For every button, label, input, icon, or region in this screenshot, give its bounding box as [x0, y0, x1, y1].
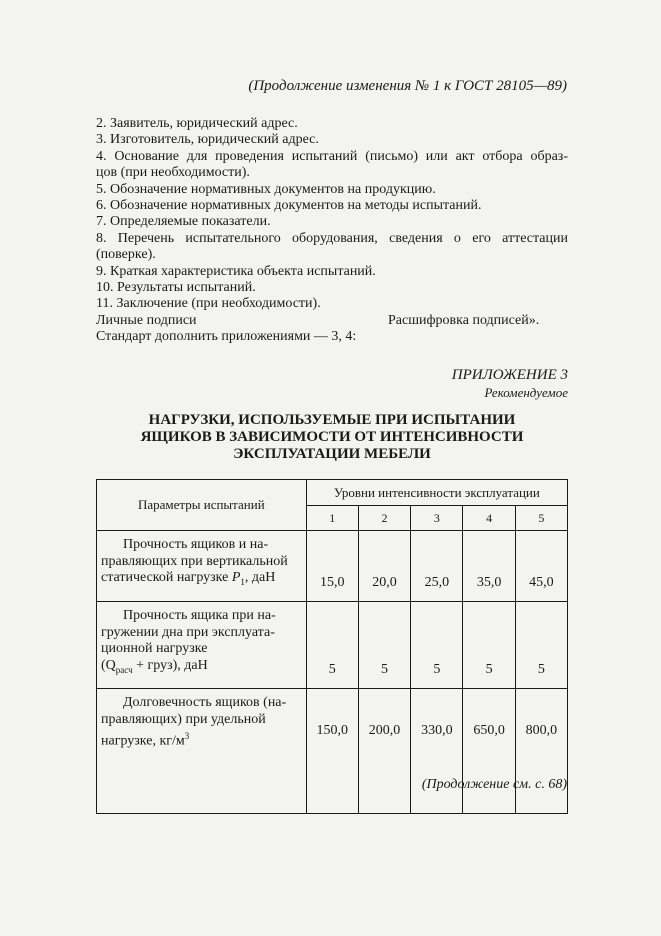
table-cell: 5	[411, 602, 463, 689]
list-item: цов (при необходимости).	[96, 165, 250, 181]
levels-header: Уровни интенсивности эксплуатации	[306, 480, 567, 506]
table-cell: 5	[515, 602, 567, 689]
continuation-header: (Продолжение изменения № 1 к ГОСТ 28105—89)	[248, 78, 567, 94]
signature-left: Личные подписи	[96, 312, 197, 328]
table-row	[97, 602, 568, 689]
list-item: 11. Заключение (при необходимости).	[96, 296, 321, 312]
list-item: 9. Краткая характеристика объекта испытаний.	[96, 263, 376, 279]
row-description: Прочность ящиков и на- правляющих при вертикальной статической нагрузке $P_1$, даН	[97, 531, 307, 602]
level-number: 3	[411, 506, 463, 531]
list-item: 6. Обозначение нормативных документов на методы испытаний.	[96, 198, 482, 214]
protocol-items-list	[96, 116, 568, 346]
appendix-subtitle: Рекомендуемое	[484, 385, 568, 400]
table-cell: 5	[358, 602, 410, 689]
table-cell: 330,0	[411, 689, 463, 814]
row-description: Прочность ящика при на- гружении дна при эксплуата- ционной нагрузке ($Q_{расч}$ + груз), даН	[97, 602, 307, 689]
table-cell: 15,0	[306, 531, 358, 602]
heading-line: ЭКСПЛУАТАЦИИ МЕБЕЛИ	[233, 446, 431, 462]
table-row	[97, 689, 568, 814]
table-cell: 20,0	[358, 531, 410, 602]
table-heading	[96, 412, 568, 463]
list-item: 2. Заявитель, юридический адрес.	[96, 116, 298, 131]
list-item: 3. Изготовитель, юридический адрес.	[96, 132, 319, 148]
table-row	[97, 531, 568, 602]
row-description: Долговечность ящиков (на- правляющих) при удельной нагрузке, $кг/м^3$	[97, 689, 307, 814]
table-cell: 45,0	[515, 531, 567, 602]
table-cell: 650,0	[463, 689, 515, 814]
level-number: 2	[358, 506, 410, 531]
level-number: 5	[515, 506, 567, 531]
list-item: 10. Результаты испытаний.	[96, 280, 256, 296]
list-item: 4. Основание для проведения испытаний (письмо) или акт отбора образ-	[96, 148, 568, 164]
table-cell: 5	[463, 602, 515, 689]
table-cell: 800,0	[515, 689, 567, 814]
supplement-note: Стандарт дополнить приложениями — 3, 4:	[96, 329, 357, 345]
heading-line: ЯЩИКОВ В ЗАВИСИМОСТИ ОТ ИНТЕНСИВНОСТИ	[140, 429, 524, 445]
signature-right: Расшифровка подписей».	[388, 312, 540, 328]
signature-line	[96, 313, 568, 329]
param-header: Параметры испытаний	[97, 480, 307, 531]
table-cell: 25,0	[411, 531, 463, 602]
table-cell: 5	[306, 602, 358, 689]
table-cell: 200,0	[358, 689, 410, 814]
list-item: 8. Перечень испытательного оборудования, сведения о его аттестации	[96, 230, 568, 246]
list-item: 7. Определяемые показатели.	[96, 214, 271, 230]
list-item: (поверке).	[96, 247, 156, 263]
level-number: 1	[306, 506, 358, 531]
continuation-footer: (Продолжение см. с. 68)	[421, 777, 567, 792]
table-cell: 35,0	[463, 531, 515, 602]
loads-table	[96, 479, 568, 814]
heading-line: НАГРУЗКИ, ИСПОЛЬЗУЕМЫЕ ПРИ ИСПЫТАНИИ	[148, 412, 516, 428]
appendix-title: ПРИЛОЖЕНИЕ 3	[451, 367, 568, 383]
table-cell: 150,0	[306, 689, 358, 814]
list-item: 5. Обозначение нормативных документов на продукцию.	[96, 181, 436, 197]
level-number: 4	[463, 506, 515, 531]
